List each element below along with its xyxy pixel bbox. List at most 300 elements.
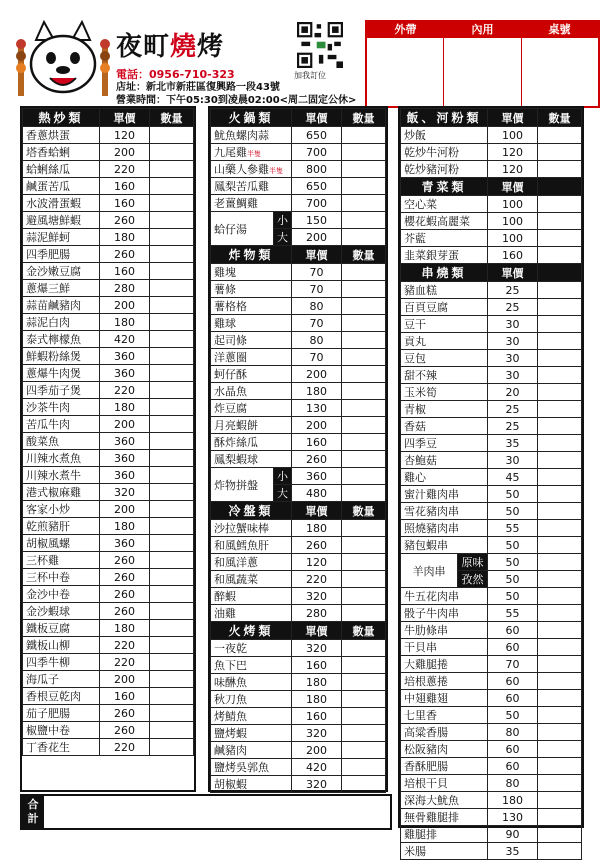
menu-row[interactable] [401,486,582,503]
qty-cell[interactable] [538,707,582,724]
menu-row[interactable] [401,333,582,350]
menu-row[interactable] [401,758,582,775]
menu-row[interactable] [211,776,386,793]
qty-cell[interactable] [538,724,582,741]
item-name: 醉蝦 [211,588,292,605]
menu-row[interactable] [211,571,386,588]
qty-cell[interactable] [150,229,194,246]
qty-cell[interactable] [150,195,194,212]
menu-row[interactable] [401,161,582,178]
item-price: 60 [488,758,538,775]
qty-cell[interactable] [342,400,386,417]
qty-cell[interactable] [538,367,582,384]
qty-cell[interactable] [538,622,582,639]
qty-cell[interactable] [150,382,194,399]
menu-row[interactable] [211,315,386,332]
menu-row[interactable] [401,384,582,401]
menu-row[interactable] [23,127,194,144]
menu-row[interactable] [401,741,582,758]
qty-cell[interactable] [538,503,582,520]
item-price: 100 [488,196,538,213]
menu-row[interactable] [401,724,582,741]
qty-cell[interactable] [342,571,386,588]
item-name: 酸菜魚 [23,433,100,450]
qty-cell[interactable] [150,671,194,688]
menu-row[interactable] [23,501,194,518]
qty-cell[interactable] [538,809,582,826]
qty-cell[interactable] [538,741,582,758]
qty-cell[interactable] [538,299,582,316]
qty-cell[interactable] [150,586,194,603]
item-price: 700 [292,195,342,212]
item-name: 中翅雞翅 [401,690,488,707]
qty-cell[interactable] [538,144,582,161]
menu-row[interactable] [211,212,386,229]
menu-row[interactable] [211,195,386,212]
menu-row[interactable] [211,468,386,485]
qty-cell[interactable] [150,433,194,450]
qty-cell[interactable] [150,637,194,654]
qty-cell[interactable] [342,451,386,468]
menu-row[interactable] [401,826,582,843]
qty-cell[interactable] [342,691,386,708]
item-note: 半隻 [247,150,261,158]
qty-cell[interactable] [342,520,386,537]
item-note: 半隻 [269,167,283,175]
menu-row[interactable] [23,178,194,195]
item-name: 鮮蝦粉絲煲 [23,348,100,365]
qty-cell[interactable] [342,776,386,793]
item-price: 50 [488,588,538,605]
menu-row[interactable] [211,451,386,468]
qty-cell[interactable] [150,569,194,586]
menu-row[interactable] [401,452,582,469]
table-number-field[interactable] [522,38,598,106]
menu-row[interactable] [211,400,386,417]
qty-cell[interactable] [538,605,582,622]
menu-row[interactable] [211,520,386,537]
menu-row[interactable] [23,620,194,637]
qty-cell[interactable] [538,401,582,418]
qty-cell[interactable] [342,178,386,195]
item-name: 起司條 [211,332,292,349]
item-name: 香酥肥腸 [401,758,488,775]
qty-cell[interactable] [538,537,582,554]
menu-row[interactable] [23,195,194,212]
item-price: 320 [292,640,342,657]
qty-cell[interactable] [538,792,582,809]
middle-column [208,106,388,792]
qty-cell[interactable] [150,688,194,705]
item-price: 120 [100,127,150,144]
menu-row[interactable] [211,127,386,144]
menu-row[interactable] [211,332,386,349]
item-price: 160 [292,657,342,674]
qty-cell[interactable] [150,314,194,331]
menu-row[interactable] [23,450,194,467]
item-price: 260 [100,246,150,263]
qr-code-icon[interactable] [297,22,343,68]
qty-cell[interactable] [342,537,386,554]
item-price: 120 [488,144,538,161]
item-name: 大雞腿捲 [401,656,488,673]
menu-row[interactable] [23,314,194,331]
qty-cell[interactable] [342,212,386,229]
menu-row[interactable] [401,690,582,707]
menu-row[interactable] [23,671,194,688]
qty-cell[interactable] [538,127,582,144]
item-price: 160 [100,195,150,212]
qty-cell[interactable] [342,434,386,451]
qty-cell[interactable] [150,246,194,263]
qty-cell[interactable] [342,554,386,571]
qty-cell[interactable] [538,639,582,656]
item-name: 雞腿排 [401,826,488,843]
menu-row[interactable] [211,366,386,383]
qty-cell[interactable] [342,657,386,674]
menu-row[interactable] [401,196,582,213]
qty-cell[interactable] [342,349,386,366]
qty-cell[interactable] [150,654,194,671]
menu-row[interactable] [23,552,194,569]
menu-row[interactable] [401,809,582,826]
qty-cell[interactable] [538,469,582,486]
qty-cell[interactable] [538,316,582,333]
qty-cell[interactable] [342,229,386,246]
menu-row[interactable] [211,725,386,742]
qty-cell[interactable] [342,468,386,485]
menu-row[interactable] [401,282,582,299]
qty-cell[interactable] [538,843,582,860]
qty-cell[interactable] [342,588,386,605]
menu-row[interactable] [211,588,386,605]
qty-cell[interactable] [342,127,386,144]
menu-row[interactable] [23,518,194,535]
item-name: 青椒 [401,401,488,418]
qty-cell[interactable] [342,144,386,161]
item-price: 50 [488,537,538,554]
menu-row[interactable] [401,367,582,384]
item-price: 25 [488,282,538,299]
total-label: 合 計 [22,796,44,828]
section-title: 青菜類 [401,178,488,196]
menu-row[interactable] [401,588,582,605]
qty-cell[interactable] [538,418,582,435]
item-price: 280 [100,280,150,297]
qty-cell[interactable] [150,620,194,637]
menu-row[interactable] [23,467,194,484]
qty-cell[interactable] [538,554,582,571]
menu-row[interactable] [23,297,194,314]
qty-cell[interactable] [538,161,582,178]
menu-row[interactable] [23,416,194,433]
qty-cell[interactable] [150,348,194,365]
qty-cell[interactable] [538,247,582,264]
qty-cell[interactable] [150,212,194,229]
item-price: 320 [292,776,342,793]
qty-cell[interactable] [538,350,582,367]
item-price: 80 [292,298,342,315]
qty-cell[interactable] [150,144,194,161]
item-price: 30 [488,452,538,469]
item-name: 乾炒牛河粉 [401,144,488,161]
qty-cell[interactable] [342,640,386,657]
menu-row[interactable] [211,264,386,281]
qty-cell[interactable] [538,826,582,843]
menu-row[interactable] [211,708,386,725]
menu-row[interactable] [211,742,386,759]
item-price: 100 [488,127,538,144]
menu-row[interactable] [211,298,386,315]
item-price: 260 [100,586,150,603]
qty-cell[interactable] [538,520,582,537]
qty-cell[interactable] [538,333,582,350]
menu-row[interactable] [23,399,194,416]
menu-row[interactable] [23,484,194,501]
menu-row[interactable] [401,656,582,673]
menu-row[interactable] [23,348,194,365]
menu-row[interactable] [401,537,582,554]
menu-row[interactable] [211,383,386,400]
qty-cell[interactable] [150,161,194,178]
menu-row[interactable] [23,144,194,161]
section-title: 熱炒類 [23,109,100,127]
menu-row[interactable] [23,382,194,399]
qty-cell[interactable] [150,365,194,382]
qty-cell[interactable] [342,417,386,434]
item-name: 乾炒豬河粉 [401,161,488,178]
menu-row[interactable] [211,144,386,161]
item-name: 骰子牛肉串 [401,605,488,622]
menu-row[interactable] [211,605,386,622]
qty-cell[interactable] [342,332,386,349]
menu-row[interactable] [211,554,386,571]
item-name: 蒜泥鮮蚵 [23,229,100,246]
item-name: 烤鯖魚 [211,708,292,725]
item-name: 蒜苗鹹豬肉 [23,297,100,314]
menu-row[interactable] [23,212,194,229]
menu-row[interactable] [23,433,194,450]
menu-row[interactable] [401,503,582,520]
menu-row[interactable] [401,418,582,435]
menu-row[interactable] [23,280,194,297]
qty-cell[interactable] [342,161,386,178]
menu-row[interactable] [23,688,194,705]
total-box[interactable] [20,794,392,830]
qty-cell[interactable] [538,196,582,213]
item-name: 櫻花蝦高麗菜 [401,213,488,230]
qty-cell[interactable] [538,775,582,792]
menu-row[interactable] [401,554,582,571]
qty-cell[interactable] [150,467,194,484]
item-price: 360 [100,348,150,365]
item-name: 香根豆乾肉 [23,688,100,705]
qty-cell[interactable] [538,452,582,469]
menu-row[interactable] [401,622,582,639]
menu-row[interactable] [23,365,194,382]
qty-cell[interactable] [538,486,582,503]
item-price: 50 [488,486,538,503]
menu-row[interactable] [211,417,386,434]
qty-cell[interactable] [150,484,194,501]
qty-cell[interactable] [150,722,194,739]
qty-cell[interactable] [150,450,194,467]
menu-row[interactable] [23,705,194,722]
menu-row[interactable] [401,230,582,247]
qty-cell[interactable] [342,485,386,502]
item-name: 炸豆腐 [211,400,292,417]
menu-row[interactable] [23,263,194,280]
qty-cell[interactable] [538,588,582,605]
menu-row[interactable] [23,586,194,603]
qty-cell[interactable] [150,178,194,195]
menu-row[interactable] [23,739,194,756]
menu-row[interactable] [211,691,386,708]
qty-cell[interactable] [150,331,194,348]
qty-cell[interactable] [538,435,582,452]
item-price: 30 [488,350,538,367]
menu-row[interactable] [401,213,582,230]
menu-row[interactable] [23,722,194,739]
item-price: 100 [488,230,538,247]
menu-row[interactable] [401,401,582,418]
menu-row[interactable] [23,246,194,263]
qty-header: 數量 [342,246,386,264]
qty-cell[interactable] [342,725,386,742]
qty-cell[interactable] [538,656,582,673]
item-name: 蛤仔湯 [211,212,274,246]
menu-row[interactable] [211,674,386,691]
qty-cell[interactable] [538,282,582,299]
section-title: 飯、河粉類 [401,109,488,127]
takeout-field[interactable] [367,38,444,106]
qty-cell[interactable] [342,281,386,298]
qty-cell[interactable] [150,416,194,433]
item-name: 韭菜銀芽蛋 [401,247,488,264]
qty-cell[interactable] [150,399,194,416]
item-name: 香菇 [401,418,488,435]
qty-cell[interactable] [538,230,582,247]
qty-cell[interactable] [342,315,386,332]
menu-row[interactable] [401,775,582,792]
menu-row[interactable] [211,281,386,298]
menu-row[interactable] [401,316,582,333]
qty-cell[interactable] [538,213,582,230]
menu-row[interactable] [211,537,386,554]
qty-cell[interactable] [150,518,194,535]
item-name: 香蔥烘蛋 [23,127,100,144]
item-name: 豬包蝦串 [401,537,488,554]
item-name: 薯條 [211,281,292,298]
item-name: 雪花豬肉串 [401,503,488,520]
menu-row[interactable] [211,178,386,195]
item-price: 420 [100,331,150,348]
qty-cell[interactable] [342,605,386,622]
qty-cell[interactable] [538,571,582,588]
item-price: 20 [488,384,538,401]
item-name: 深海大魷魚 [401,792,488,809]
menu-row[interactable] [401,673,582,690]
item-price: 220 [100,382,150,399]
menu-row[interactable] [401,350,582,367]
item-price: 180 [292,383,342,400]
menu-row[interactable] [23,603,194,620]
menu-row[interactable] [23,229,194,246]
menu-row[interactable] [401,639,582,656]
menu-row[interactable] [401,605,582,622]
qty-cell[interactable] [150,127,194,144]
qty-cell[interactable] [538,384,582,401]
qty-cell[interactable] [342,298,386,315]
qty-cell[interactable] [342,264,386,281]
qty-cell[interactable] [150,552,194,569]
qty-cell[interactable] [342,366,386,383]
menu-row[interactable] [401,792,582,809]
menu-row[interactable] [23,535,194,552]
qty-cell[interactable] [150,535,194,552]
menu-row[interactable] [211,349,386,366]
qty-cell[interactable] [538,690,582,707]
menu-row[interactable] [211,161,386,178]
item-name: 蔥爆牛肉煲 [23,365,100,382]
menu-row[interactable] [401,707,582,724]
item-name: 貢丸 [401,333,488,350]
qty-cell[interactable] [538,758,582,775]
qty-cell[interactable] [342,759,386,776]
qty-cell[interactable] [342,383,386,400]
menu-row[interactable] [23,654,194,671]
qty-cell[interactable] [150,739,194,756]
brand-title: 夜町燒烤 [116,32,225,62]
qty-cell[interactable] [342,742,386,759]
menu-row[interactable] [23,331,194,348]
phone-number: 電話：0956-710-323 [116,68,235,81]
qty-cell[interactable] [342,708,386,725]
qty-cell[interactable] [342,674,386,691]
menu-row[interactable] [211,640,386,657]
menu-row[interactable] [401,144,582,161]
dine-in-field[interactable] [444,38,521,106]
menu-row[interactable] [401,435,582,452]
qty-cell[interactable] [538,673,582,690]
menu-row[interactable] [401,469,582,486]
menu-row[interactable] [401,299,582,316]
menu-row[interactable] [23,161,194,178]
item-price: 30 [488,333,538,350]
size-large: 大 [274,485,292,502]
menu-row[interactable] [23,637,194,654]
menu-row[interactable] [23,569,194,586]
menu-row[interactable] [401,247,582,264]
menu-row[interactable] [401,520,582,537]
menu-row[interactable] [401,127,582,144]
qty-cell[interactable] [150,280,194,297]
qty-cell[interactable] [342,195,386,212]
qty-cell[interactable] [150,501,194,518]
item-price: 55 [488,520,538,537]
menu-row[interactable] [211,657,386,674]
menu-row[interactable] [211,434,386,451]
qty-cell[interactable] [150,263,194,280]
item-name: 金沙中卷 [23,586,100,603]
qty-cell[interactable] [150,297,194,314]
menu-row[interactable] [211,759,386,776]
qty-cell[interactable] [150,705,194,722]
menu-row[interactable] [401,843,582,860]
qty-cell[interactable] [150,603,194,620]
item-price: 180 [100,229,150,246]
item-price: 180 [100,399,150,416]
